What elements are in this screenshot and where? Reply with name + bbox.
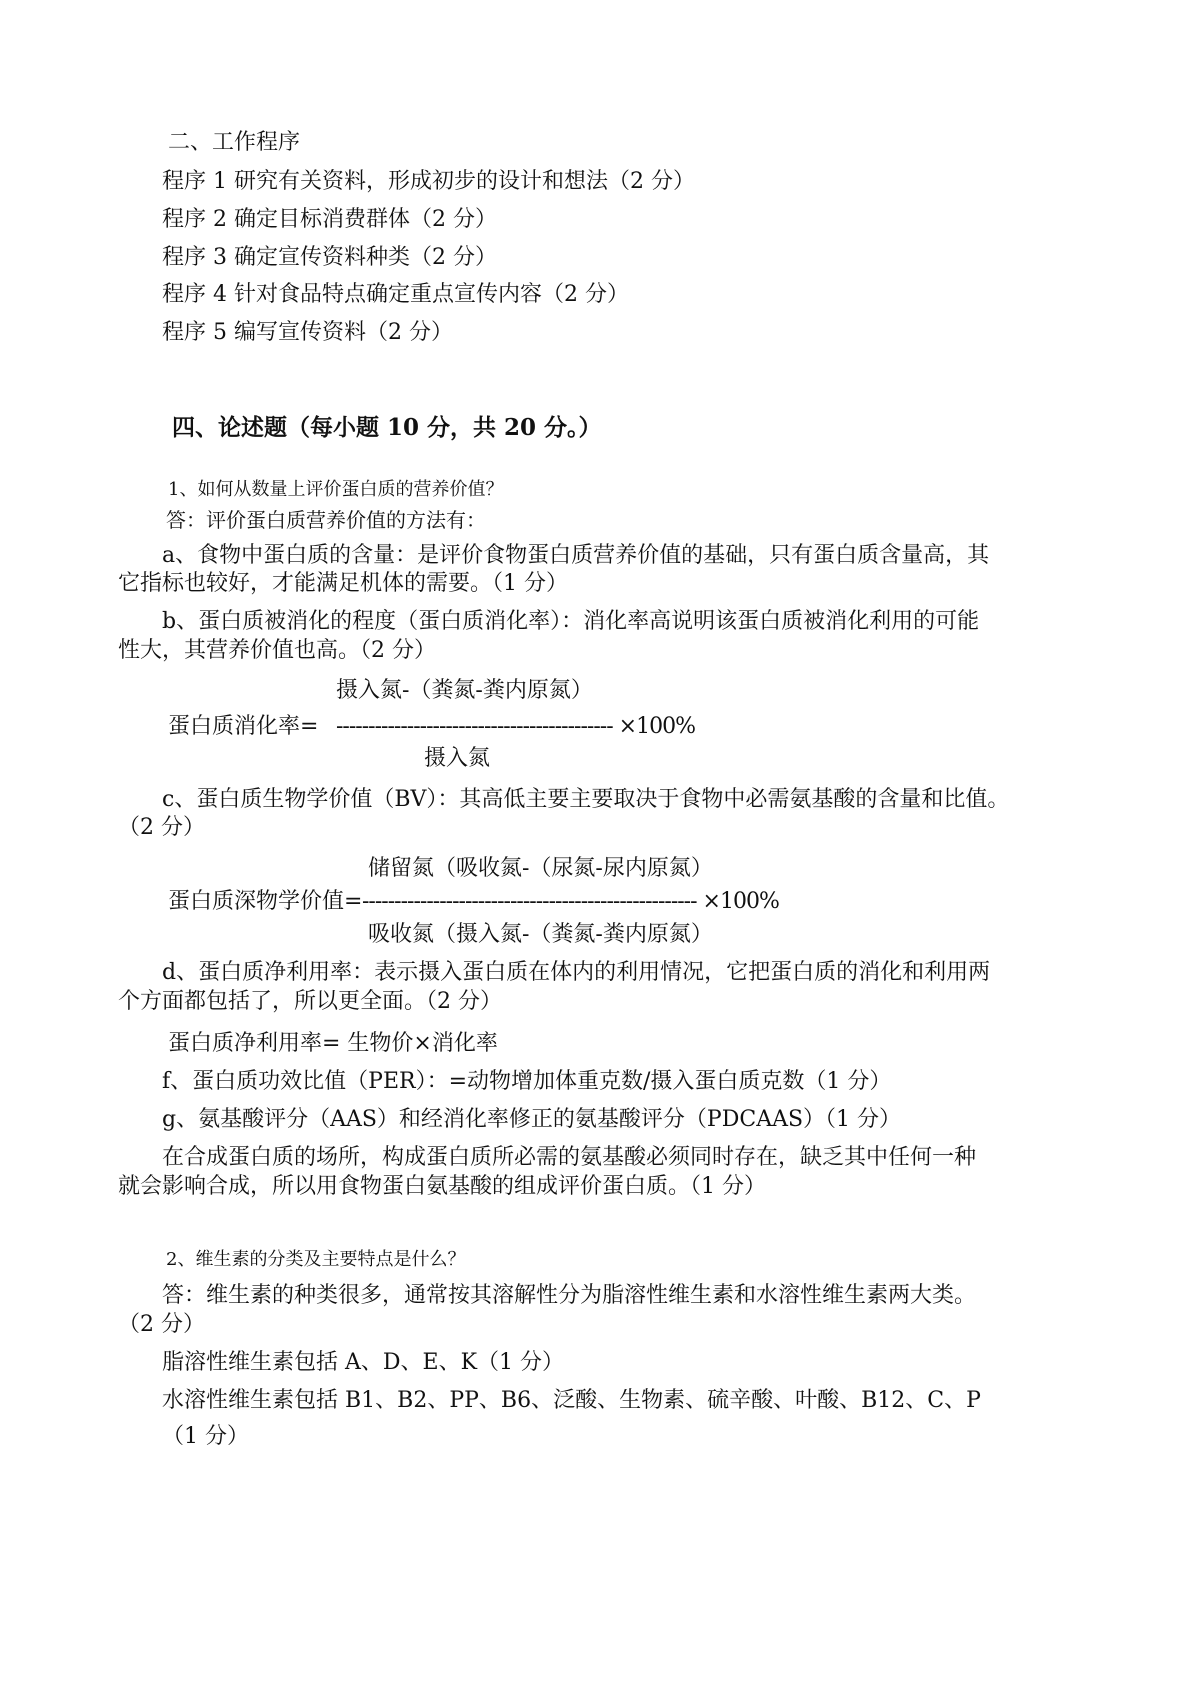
formula2-numerator: 储留氮（吸收氮-（尿氮-尿内原氮） bbox=[368, 856, 713, 881]
q1-b-line1: b、蛋白质被消化的程度（蛋白质消化率）：消化率高说明该蛋白质被消化利用的可能 bbox=[162, 609, 980, 634]
q1-b-line2: 性大，其营养价值也高。（2 分） bbox=[118, 638, 436, 663]
q2-fat-soluble: 脂溶性维生素包括 A、D、E、K（1 分） bbox=[162, 1350, 565, 1375]
step-1: 程序 1 研究有关资料，形成初步的设计和想法（2 分） bbox=[162, 169, 695, 194]
q1-a-line1: a、食物中蛋白质的含量：是评价食物蛋白质营养价值的基础，只有蛋白质含量高，其 bbox=[162, 543, 990, 568]
q1-d-line1: d、蛋白质净利用率：表示摄入蛋白质在体内的利用情况，它把蛋白质的消化和利用两 bbox=[162, 960, 991, 985]
formula1-numerator: 摄入氮-（粪氮-粪内原氮） bbox=[336, 678, 593, 703]
q2-answer-line2: （2 分） bbox=[118, 1312, 205, 1337]
q1-f-line: f、蛋白质功效比值（PER）：=动物增加体重克数/摄入蛋白质克数（1 分） bbox=[162, 1069, 892, 1094]
q1-g-line: g、氨基酸评分（AAS）和经消化率修正的氨基酸评分（PDCAAS）（1 分） bbox=[162, 1107, 902, 1132]
q2-question: 2、维生素的分类及主要特点是什么？ bbox=[166, 1249, 466, 1270]
q1-d-line2: 个方面都包括了，所以更全面。（2 分） bbox=[118, 989, 502, 1014]
step-2: 程序 2 确定目标消费群体（2 分） bbox=[162, 207, 497, 232]
formula1-divider: ------------------------------------------- ×100% bbox=[336, 714, 695, 739]
formula2-label: 蛋白质深物学价值= bbox=[168, 889, 363, 914]
q1-c-line2: （2 分） bbox=[118, 815, 205, 840]
q1-question: 1、如何从数量上评价蛋白质的营养价值？ bbox=[168, 479, 504, 500]
q1-summary-line2: 就会影响合成，所以用食物蛋白氨基酸的组成评价蛋白质。（1 分） bbox=[118, 1174, 766, 1199]
q1-summary-line1: 在合成蛋白质的场所，构成蛋白质所必需的氨基酸必须同时存在，缺乏其中任何一种 bbox=[162, 1145, 977, 1170]
q1-a-line2: 它指标也较好，才能满足机体的需要。（1 分） bbox=[118, 571, 568, 596]
step-4: 程序 4 针对食品特点确定重点宣传内容（2 分） bbox=[162, 282, 629, 307]
section2-title: 二、工作程序 bbox=[168, 130, 301, 155]
q1-answer-intro: 答：评价蛋白质营养价值的方法有： bbox=[166, 508, 486, 532]
q2-answer-line1: 答：维生素的种类很多，通常按其溶解性分为脂溶性维生素和水溶性维生素两大类。 bbox=[162, 1283, 977, 1308]
step-3: 程序 3 确定宣传资料种类（2 分） bbox=[162, 245, 497, 270]
formula2-divider: ---------------------------------------------------- ×100% bbox=[362, 889, 779, 914]
formula1-denominator: 摄入氮 bbox=[424, 746, 491, 771]
q2-water-soluble-line2: （1 分） bbox=[162, 1424, 249, 1449]
section4-title: 四、论述题（每小题 10 分，共 20 分。） bbox=[172, 414, 602, 441]
q1-c-line1: c、蛋白质生物学价值（BV）：其高低主要主要取决于食物中必需氨基酸的含量和比值。 bbox=[162, 787, 1010, 812]
formula1-label: 蛋白质消化率= bbox=[168, 714, 319, 739]
formula2-denominator: 吸收氮（摄入氮-（粪氮-粪内原氮） bbox=[368, 922, 713, 947]
step-5: 程序 5 编写宣传资料（2 分） bbox=[162, 320, 453, 345]
q2-water-soluble-line1: 水溶性维生素包括 B1、B2、PP、B6、泛酸、生物素、硫辛酸、叶酸、B12、C、P bbox=[162, 1388, 981, 1413]
formula3: 蛋白质净利用率= 生物价×消化率 bbox=[168, 1031, 498, 1056]
